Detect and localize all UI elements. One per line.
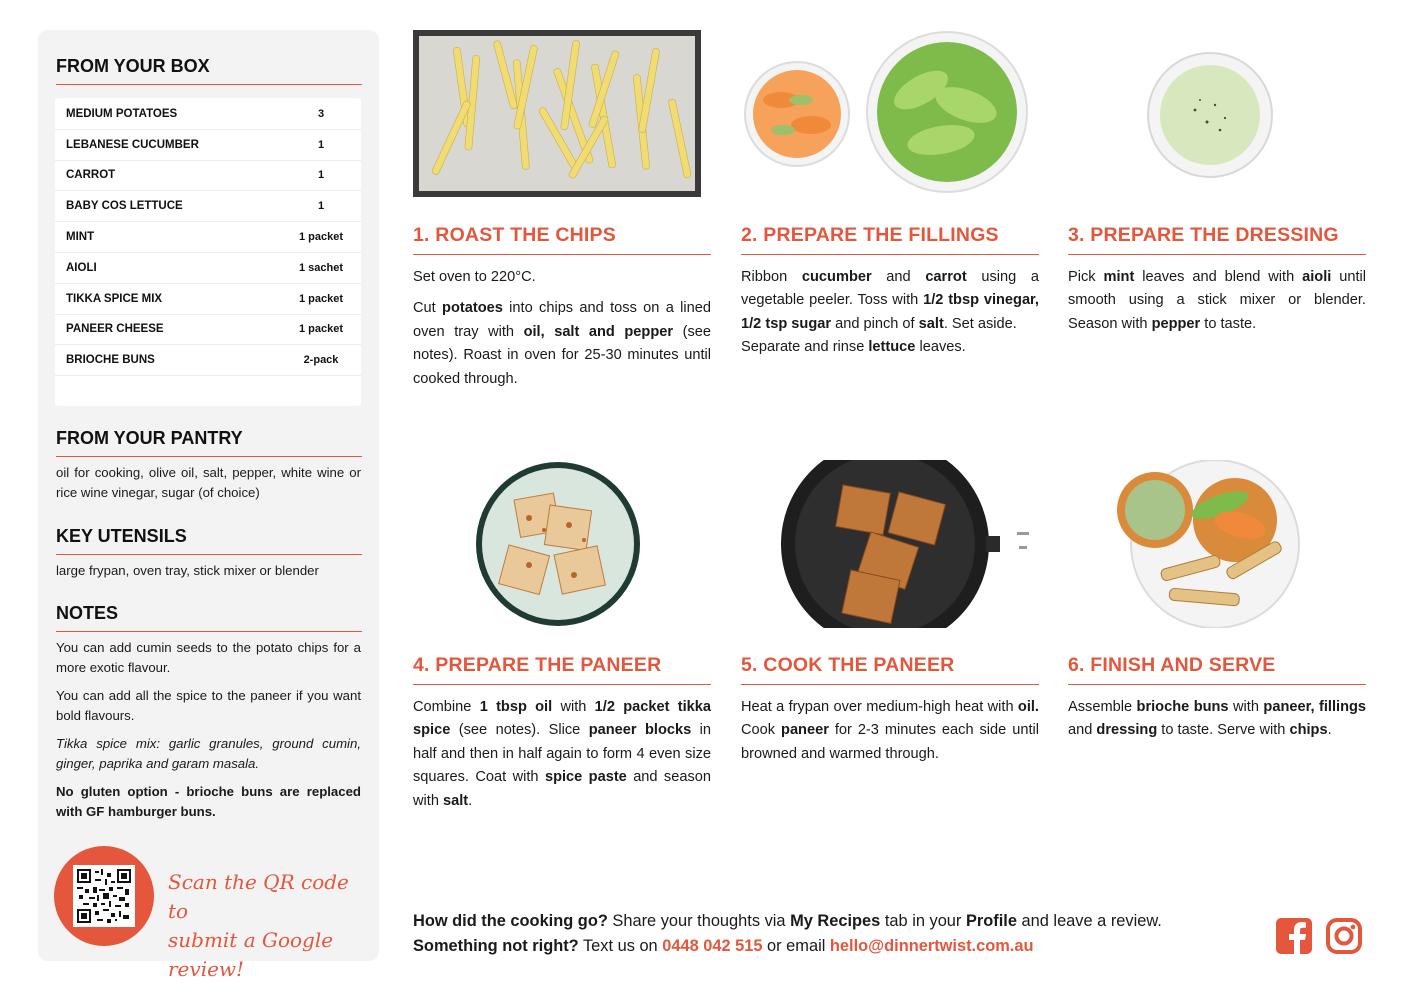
pantry-text: oil for cooking, olive oil, salt, pepper, white wine or rice wine vinegar, sugar (of choice) <box>56 465 361 500</box>
step-6-text: fillings <box>1318 699 1367 715</box>
feedback-footer <box>413 909 1253 959</box>
step-2-body <box>741 266 1039 368</box>
step-3-text: to taste. <box>1200 315 1257 332</box>
notes-list <box>56 638 361 830</box>
ingredient-name: MINT <box>66 231 95 244</box>
ingredient-name: TIKKA SPICE MIX <box>66 292 163 305</box>
qr-code-icon <box>77 869 131 923</box>
step-6-title: 6. FINISH AND SERVE <box>1068 654 1366 685</box>
note-item: You can add all the spice to the paneer if you want bold flavours. <box>56 688 361 723</box>
ingredients-sidebar <box>38 30 379 981</box>
ingredient-name: CARROT <box>66 169 116 182</box>
step-5-text: Heat a frypan over medium-high heat with <box>741 699 1018 715</box>
step-4-title: 4. PREPARE THE PANEER <box>413 654 711 685</box>
qr-code-badge[interactable] <box>54 846 154 946</box>
note-item: Tikka spice mix: garlic granules, ground cumin, ginger, paprika and garam masala. <box>56 736 361 771</box>
step-6-text: dressing <box>1096 722 1158 739</box>
instagram-icon[interactable] <box>1326 918 1362 954</box>
step-4-text: paneer blocks <box>588 722 692 739</box>
spiced-paneer-photo <box>474 460 642 628</box>
step-2-text: Separate and rinse <box>741 339 869 356</box>
step-5-body <box>741 696 1039 774</box>
step-3-title: 3. PREPARE THE DRESSING <box>1068 224 1366 255</box>
table-row <box>55 222 361 253</box>
step-6-text: Assemble <box>1068 699 1137 715</box>
qr-caption-line: Scan the QR code to <box>168 870 349 923</box>
table-row <box>55 161 361 192</box>
step-2-text: 1/2 tbsp vinegar, 1/2 tsp sugar <box>741 292 1039 332</box>
ingredient-qty: 1 sachet <box>298 261 344 274</box>
step-3-text: pepper <box>1151 315 1201 332</box>
step-2-text: Ribbon <box>741 269 802 285</box>
step-6-text: and <box>1068 722 1097 739</box>
step-6-text: to taste. Serve with <box>1157 722 1290 739</box>
footer-question: How did the cooking go? <box>413 912 608 930</box>
note-item: You can add cumin seeds to the potato chips for a more exotic flavour. <box>56 640 361 675</box>
step-4-text: Combine <box>413 699 480 715</box>
step-2-text: lettuce <box>868 339 916 356</box>
table-row <box>55 315 361 346</box>
step-4-text: (see notes). Slice <box>450 722 589 739</box>
step-6-text: chips <box>1289 722 1328 739</box>
ingredient-name: LEBANESE CUCUMBER <box>66 138 199 151</box>
step-2-text: leaves. <box>915 339 966 356</box>
ingredient-qty: 1 <box>317 169 325 182</box>
note-item: No gluten option - brioche buns are replaced with GF hamburger buns. <box>56 784 361 819</box>
box-heading: FROM YOUR BOX <box>56 56 362 85</box>
step-4-text: 1/2 packet tikka spice <box>413 699 712 739</box>
footer-text: or email <box>762 937 830 955</box>
box-ingredients-table <box>55 98 361 406</box>
table-row <box>55 284 361 315</box>
step-1-text: (see notes). Roast in oven for 25-30 minutes until cooked through. <box>413 323 711 387</box>
step-4-text: . <box>468 792 473 809</box>
step-5-text: paneer <box>781 722 829 739</box>
email-link[interactable]: hello@dinnertwist.com.au <box>829 937 1034 955</box>
ingredient-qty: 1 packet <box>298 231 344 244</box>
step-3-text: until smooth using a stick mixer or blender. Season with <box>1068 269 1367 332</box>
step-6-text: . <box>1327 722 1332 739</box>
step-2-title: 2. PREPARE THE FILLINGS <box>741 224 1039 255</box>
utensils-heading: KEY UTENSILS <box>56 526 362 555</box>
step-3-body <box>1068 266 1366 344</box>
table-row <box>55 191 361 222</box>
finished-dish-photo <box>1110 460 1300 628</box>
step-2-text: and <box>871 269 926 285</box>
step-4-text: 1 tbsp oil <box>479 699 553 715</box>
dressing-photo <box>1145 50 1275 180</box>
step-4-text: spice paste <box>544 769 627 786</box>
ingredient-name: BABY COS LETTUCE <box>66 200 183 213</box>
step-1-title: 1. ROAST THE CHIPS <box>413 224 711 255</box>
step-1-body <box>413 266 711 399</box>
ingredient-qty: 1 packet <box>298 292 344 305</box>
footer-line-review <box>413 909 1253 934</box>
step-2-text: and pinch of <box>831 315 919 332</box>
qr-caption <box>168 868 368 984</box>
step-1-line: Set oven to 220°C. <box>413 269 536 285</box>
pantry-heading: FROM YOUR PANTRY <box>56 428 362 457</box>
step-1-text: potatoes <box>442 300 503 317</box>
step-5-text: for 2-3 minutes each side until browned and warmed through. <box>741 722 1040 762</box>
step-4-text: with <box>552 699 595 715</box>
footer-text: tab in your <box>880 912 966 930</box>
roast-chips-photo <box>413 30 701 197</box>
profile-label: Profile <box>965 912 1017 930</box>
step-4-body <box>413 696 711 821</box>
ingredient-name: AIOLI <box>66 261 97 274</box>
qr-caption-line: submit a Google review! <box>168 928 334 981</box>
frypan-photo <box>781 460 1031 628</box>
utensils-text: large frypan, oven tray, stick mixer or blender <box>56 563 319 578</box>
ingredient-qty: 1 <box>317 200 325 213</box>
ingredient-name: MEDIUM POTATOES <box>66 107 178 120</box>
footer-question: Something not right? <box>413 937 579 955</box>
step-1-text: Cut <box>413 300 443 317</box>
step-4-text: in half and then in half again to form 4 even size squares. Coat with <box>413 722 712 786</box>
step-6-text: with <box>1228 699 1264 715</box>
step-1-text: into chips and toss on a lined oven tray with <box>413 300 712 340</box>
step-2-text: . Set aside. <box>943 315 1017 332</box>
ingredient-name: BRIOCHE BUNS <box>66 354 155 367</box>
table-row <box>55 99 361 130</box>
step-3-text: Pick <box>1068 269 1104 285</box>
table-row <box>55 345 361 376</box>
table-row <box>55 253 361 284</box>
notes-heading: NOTES <box>56 603 362 632</box>
step-3-text: aioli <box>1302 269 1332 285</box>
fillings-photo <box>741 30 1039 197</box>
my-recipes-label: My Recipes <box>790 912 881 930</box>
step-5-text: oil. <box>1017 699 1039 715</box>
footer-text: Text us on <box>578 937 663 955</box>
facebook-icon[interactable] <box>1276 918 1312 954</box>
ingredient-qty: 1 <box>317 138 325 151</box>
step-1-text: oil, salt and pepper <box>523 323 674 340</box>
footer-text: Share your thoughts via <box>607 912 791 930</box>
table-row <box>55 130 361 161</box>
step-6-text: brioche buns <box>1136 699 1229 715</box>
ingredient-qty: 2-pack <box>303 354 339 367</box>
step-2-text: salt <box>918 315 944 332</box>
step-2-text: carrot <box>925 269 967 285</box>
step-2-text: using a vegetable peeler. Toss with <box>741 269 1039 309</box>
phone-link[interactable]: 0448 042 515 <box>662 937 763 955</box>
step-5-text: Cook <box>741 722 782 739</box>
step-3-text: mint <box>1103 269 1135 285</box>
step-4-text: and season with <box>413 769 711 809</box>
step-4-text: salt <box>443 792 469 809</box>
footer-line-contact <box>413 934 1253 959</box>
ingredient-qty: 3 <box>317 107 325 120</box>
step-5-title: 5. COOK THE PANEER <box>741 654 1039 685</box>
step-3-text: leaves and blend with <box>1134 269 1303 285</box>
ingredient-qty: 1 packet <box>298 323 344 336</box>
step-6-body <box>1068 696 1366 751</box>
step-6-text: paneer, <box>1263 699 1315 715</box>
step-2-text: cucumber <box>801 269 872 285</box>
footer-text: and leave a review. <box>1016 912 1162 930</box>
ingredient-name: PANEER CHEESE <box>66 323 164 336</box>
qr-code[interactable] <box>73 865 135 927</box>
